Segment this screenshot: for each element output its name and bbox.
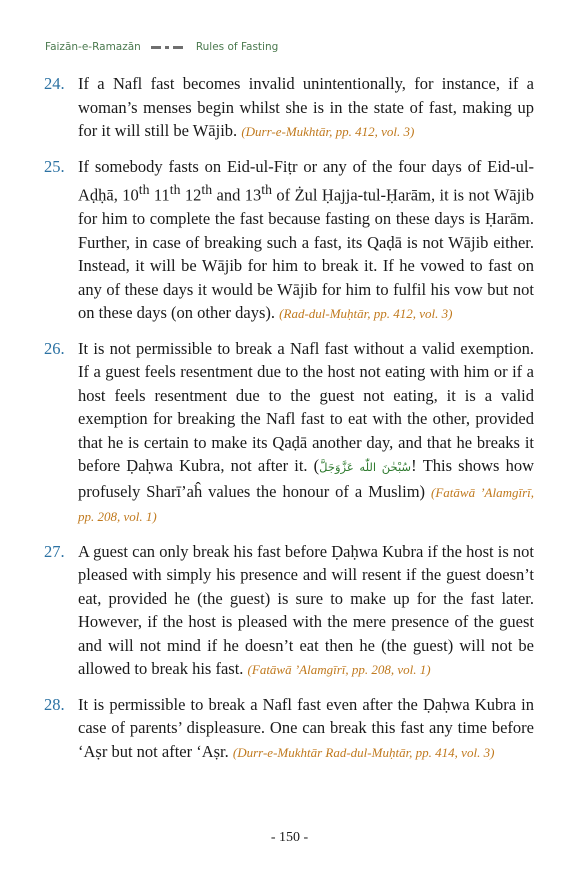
item-number: 27. <box>44 541 65 561</box>
item-text: If a Nafl fast becomes invalid unintentionally, for instance, if a woman’s menses begin whilst she is in the state of fast, making up for it will still be Wājib. (Durr-e-Mukhtār, pp. 412, vol. 3) <box>78 74 534 140</box>
reference: (Rad-dul-Muḥtār, pp. 412, vol. 3) <box>279 306 453 321</box>
item-number: 24. <box>44 74 65 93</box>
reference: (Fatāwā ’Alamgīrī, pp. 208, vol. 1) <box>78 484 534 524</box>
rules-list <box>44 72 534 775</box>
item-text: A guest can only break his fast before Ḍaḥwa Kubra if the host is not pleased with simply his presence and will resent if the guest doesn’t eat, provided he (the guest) is sure to make up for the fast later. However, if the host is pleased with the mere presence of the guest and will not mind if he doesn’t eat then he (the guest) will not be allowed to break his fast. (Fatāwā ’Alamgīrī, pp. 208, vol. 1) <box>78 541 534 678</box>
header-separator <box>151 46 187 49</box>
reference: (Durr-e-Mukhtār Rad-dul-Muḥtār, pp. 414, vol. 3) <box>232 744 495 760</box>
item-number: 25. <box>44 156 65 176</box>
list-item <box>44 155 534 326</box>
list-item <box>44 72 534 144</box>
page-number: - 150 - <box>270 830 309 845</box>
list-item <box>44 693 534 765</box>
reference: (Fatāwā ’Alamgīrī, pp. 208, vol. 1) <box>247 662 431 677</box>
list-item <box>44 337 534 529</box>
item-text: It is permissible to break a Nafl fast even after the Ḍaḥwa Kubra in case of parents’ displeasure. One can break this fast any time before ‘Aṣr but not after ‘Aṣr. (Durr-e-Mukhtār Rad-dul-Muḥtār, pp. 414, vol. 3) <box>78 694 534 761</box>
reference: (Durr-e-Mukhtār, pp. 412, vol. 3) <box>241 124 415 139</box>
chapter-title: Rules of Fasting <box>195 41 279 53</box>
item-number: 26. <box>44 338 65 358</box>
book-title: Faizān-e-Ramazān <box>45 41 141 53</box>
item-number: 28. <box>44 694 65 714</box>
item-text: It is not permissible to break a Nafl fast without a valid exemption. If a guest feels resentment due to the host not eating with him or if a host feels resentment due to the guest not eating, it is a valid exemption for breaking the Nafl fast to eat with the other, provided that he is certain to make its Qaḍā another day, and that he breaks it before Ḍaḥwa Kubra, not after it. (سُبْحٰنَ اللّٰه عَزَّوَجَلَّ! This shows how profusely Sharī’aĥ values the honour of a Muslim) (Fatāwā ’Alamgīrī, pp. 208, vol. 1) <box>78 338 534 524</box>
list-item <box>44 540 534 682</box>
running-header <box>45 39 278 55</box>
item-text: If somebody fasts on Eid-ul-Fiṭr or any of the four days of Eid-ul-Aḍḥā, 10th 11th 12th and 13th of Żul Ḥajja-tul-Ḥarām, it is not Wājib for him to complete the fast because fasting on these days is Ḥarām. Further, in case of breaking such a fast, its Qaḍā is not Wājib either. Instead, it will be Wājib for him to break it. If he vowed to fast on any of these days it would be Wājib for him to fulfil his vow but not on these days (on other days). (Rad-dul-Muḥtār, pp. 412, vol. 3) <box>78 156 535 322</box>
arabic-phrase: سُبْحٰنَ اللّٰه عَزَّوَجَلَّ <box>319 460 412 474</box>
